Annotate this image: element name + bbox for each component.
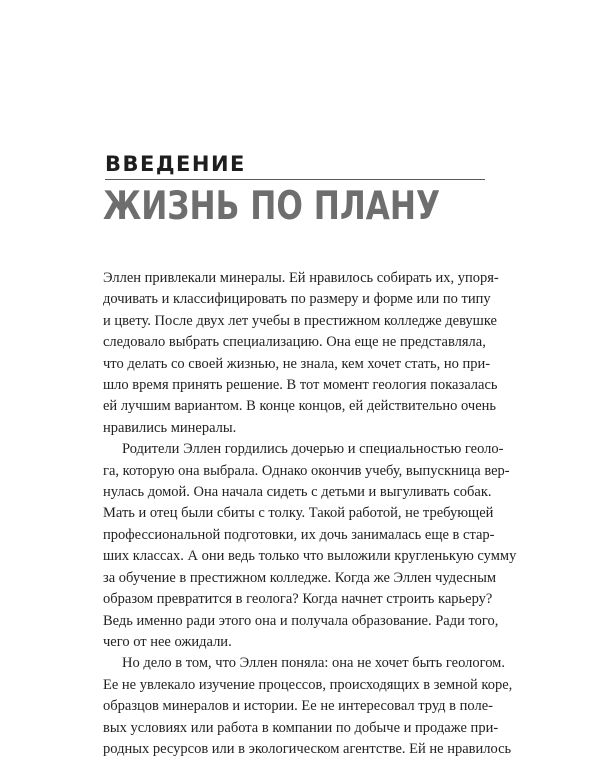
chapter-divider bbox=[105, 179, 485, 180]
text-line: Ее не увлекало изучение процессов, происходящих в земной коре, bbox=[103, 676, 513, 693]
text-line: и цвету. После двух лет учебы в престижном колледже девушке bbox=[103, 312, 497, 329]
text-line: чего от нее ожидали. bbox=[103, 633, 232, 650]
text-line: Родители Эллен гордились дочерью и специальностью геоло- bbox=[122, 441, 504, 458]
text-line: Эллен привлекали минералы. Ей нравилось собирать их, упоря- bbox=[103, 270, 499, 286]
text-line: образцов минералов и истории. Ее не интересовал труд в поле- bbox=[103, 698, 493, 715]
paragraph-3 bbox=[103, 653, 513, 760]
text-line: за обучение в престижном колледже. Когда же Эллен чудесным bbox=[103, 569, 497, 586]
text-line: нулась домой. Она начала сидеть с детьми и выгуливать собак. bbox=[103, 484, 492, 501]
text-line: шло время принять решение. В тот момент геология показалась bbox=[103, 377, 498, 394]
text-line: ших классах. А они ведь только что выложили кругленькую сумму bbox=[103, 548, 517, 565]
chapter-label: ВВЕДЕНИЕ bbox=[105, 152, 246, 176]
text-line: образом превратится в геолога? Когда начнет строить карьеру? bbox=[103, 591, 493, 608]
text-line: вых условиях или работа в компании по добыче и продаже при- bbox=[103, 719, 499, 736]
text-line: ей лучшим вариантом. В конце концов, ей действительно очень bbox=[103, 398, 497, 415]
chapter-title: ЖИЗНЬ ПО ПЛАНУ bbox=[103, 184, 441, 229]
paragraph-1 bbox=[103, 268, 499, 439]
text-line: нравились минералы. bbox=[103, 419, 237, 436]
paragraph-2 bbox=[103, 439, 517, 653]
text-line: что делать со своей жизнью, не знала, кем хочет стать, но при- bbox=[103, 355, 491, 372]
text-line: профессиональной подготовки, их дочь занималась еще в стар- bbox=[103, 526, 495, 543]
body-text bbox=[103, 268, 517, 760]
text-line: родных ресурсов или в экологическом агентстве. Ей не нравилось bbox=[103, 740, 512, 757]
text-line: дочивать и классифицировать по размеру и форме или по типу bbox=[103, 291, 491, 308]
text-line: Мать и отец были сбиты с толку. Такой работой, не требующей bbox=[103, 505, 494, 522]
text-line: следовало выбрать специализацию. Она еще не представляла, bbox=[103, 334, 486, 351]
text-line: Но дело в том, что Эллен поняла: она не хочет быть геологом. bbox=[122, 655, 505, 672]
text-line: га, которую она выбрала. Однако окончив учебу, выпускница вер- bbox=[103, 462, 510, 479]
text-line: Ведь именно ради этого она и получала образование. Ради того, bbox=[103, 612, 499, 629]
